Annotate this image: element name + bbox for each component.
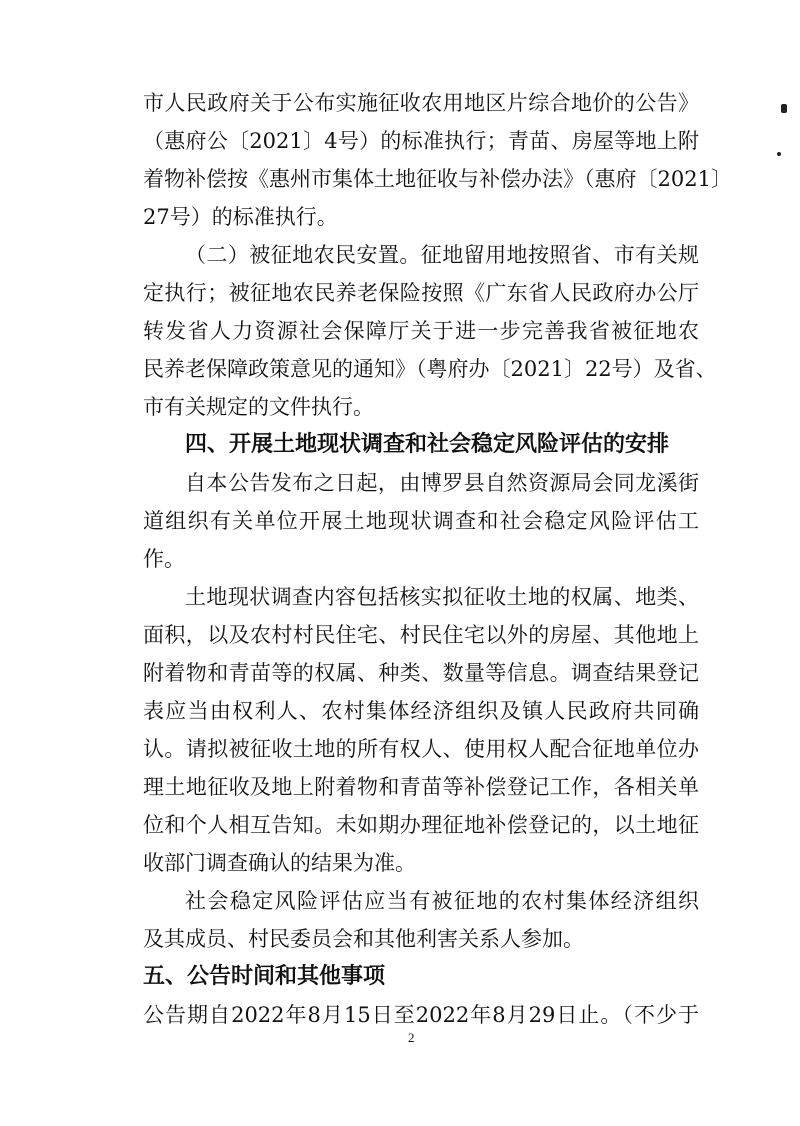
text-line: 民养老保障政策意见的通知》（粤府办〔2021〕22号）及省、: [143, 357, 717, 381]
text-line: 社会稳定风险评估应当有被征地的农村集体经济组织: [185, 889, 699, 913]
section-heading: 四、开展土地现状调查和社会稳定风险评估的安排: [185, 432, 670, 457]
text-line: 及其成员、村民委员会和其他利害关系人参加。: [143, 927, 584, 951]
text-line: 市有关规定的文件执行。: [143, 395, 374, 419]
text-line: 着物补偿按《惠州市集体土地征收与补偿办法》（惠府〔2021〕: [143, 167, 732, 191]
section-heading: 五、公告时间和其他事项: [143, 964, 386, 989]
page-number: 2: [408, 1030, 415, 1045]
text-line: 市人民政府关于公布实施征收农用地区片综合地价的公告》: [143, 91, 699, 115]
text-line: 理土地征收及地上附着物和青苗等补偿登记工作，各相关单: [143, 775, 699, 799]
text-line: 自本公告发布之日起，由博罗县自然资源局会同龙溪街: [185, 471, 699, 495]
text-line: 公告期自2022年8月15日至2022年8月29日止。（不少于: [143, 1003, 699, 1027]
scan-artifact: [777, 152, 781, 156]
text-line: （二）被征地农民安置。征地留用地按照省、市有关规: [185, 243, 699, 267]
text-line: 作。: [143, 547, 185, 571]
scan-artifact: [781, 104, 787, 113]
text-line: 定执行；被征地农民养老保险按照《广东省人民政府办公厅: [143, 281, 699, 305]
text-line: 面积，以及农村村民住宅、村民住宅以外的房屋、其他地上: [143, 623, 699, 647]
text-line: 27号）的标准执行。: [143, 205, 338, 229]
text-line: 位和个人相互告知。未如期办理征地补偿登记的，以土地征: [143, 813, 699, 837]
text-line: 认。请拟被征收土地的所有权人、使用权人配合征地单位办: [143, 737, 699, 761]
text-line: 转发省人力资源社会保障厅关于进一步完善我省被征地农: [143, 319, 699, 343]
text-line: 收部门调查确认的结果为准。: [143, 851, 416, 875]
text-line: 道组织有关单位开展土地现状调查和社会稳定风险评估工: [143, 509, 699, 533]
text-line: 附着物和青苗等的权属、种类、数量等信息。调查结果登记: [143, 661, 699, 685]
text-line: 土地现状调查内容包括核实拟征收土地的权属、地类、: [185, 585, 699, 609]
text-line: （惠府公〔2021〕4号）的标准执行；青苗、房屋等地上附: [143, 129, 699, 153]
text-line: 表应当由权利人、农村集体经济组织及镇人民政府共同确: [143, 699, 699, 723]
